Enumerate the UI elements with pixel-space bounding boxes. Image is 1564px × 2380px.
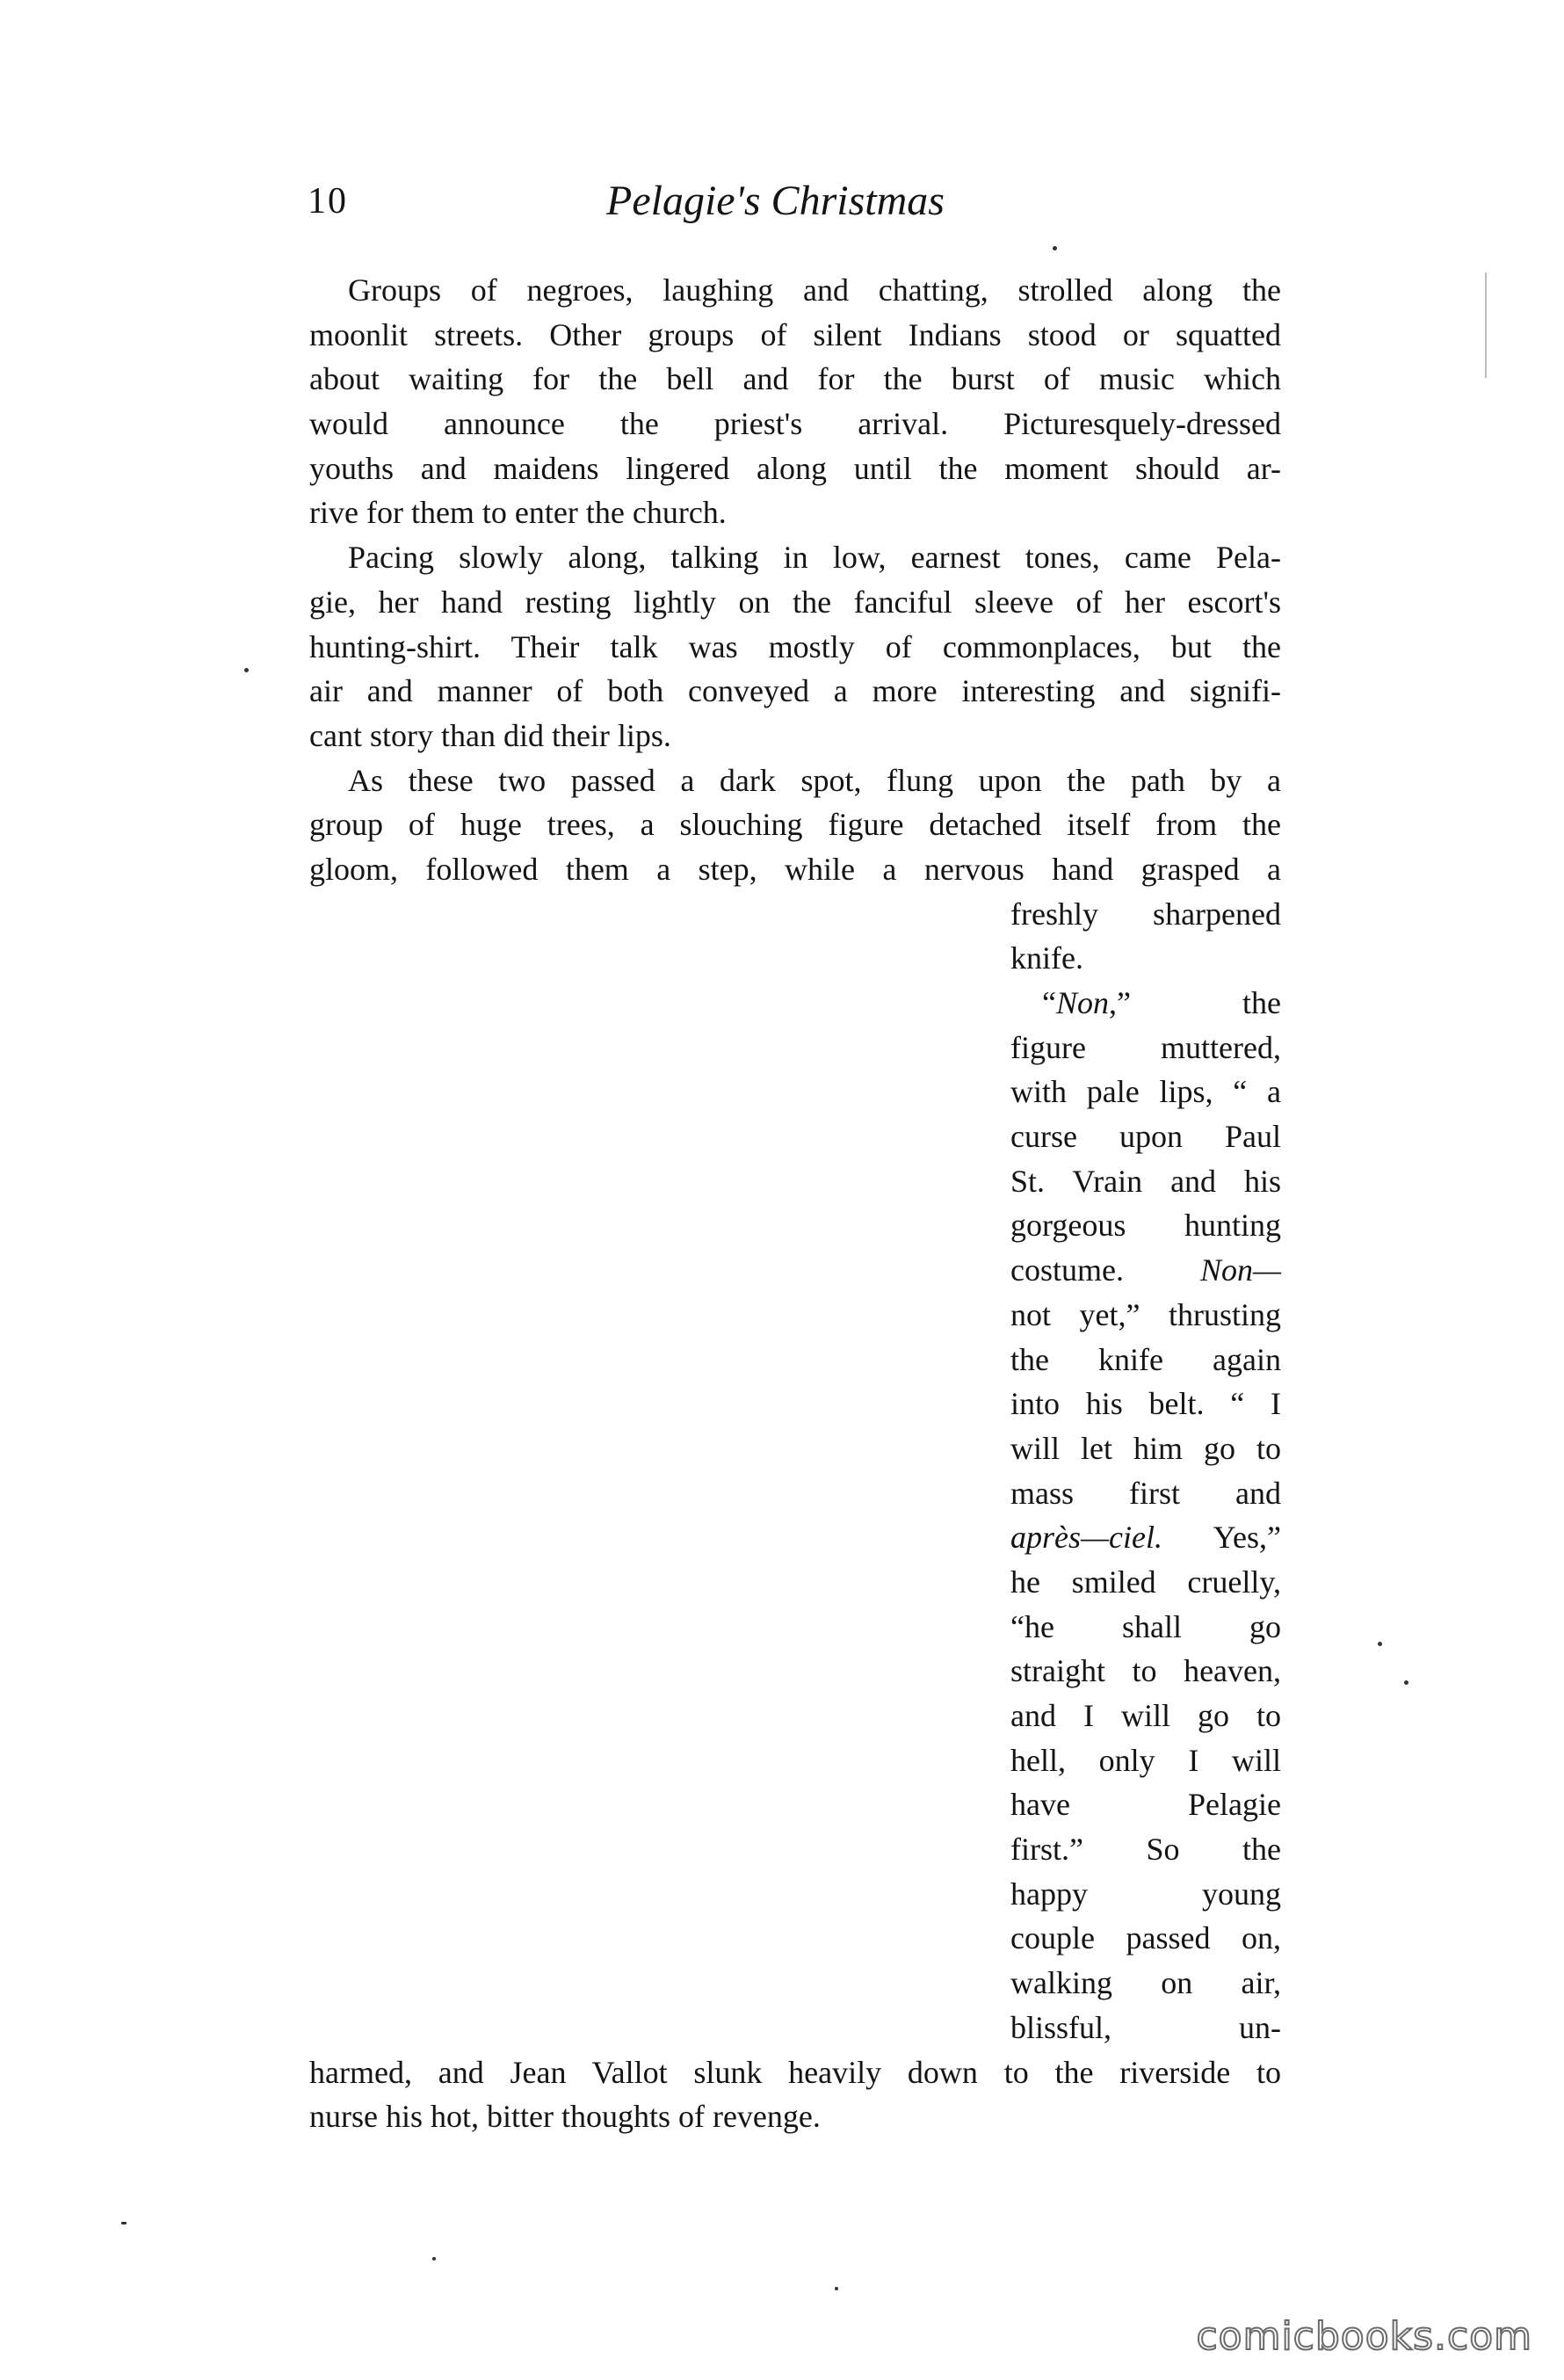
text-line: youths and maidens lingered along until the moment should ar- bbox=[309, 450, 1281, 486]
text-line: group of huge trees, a slouching figure detached itself from the bbox=[309, 807, 1281, 843]
narrow-column bbox=[309, 892, 1281, 2050]
text-line: gloom, followed them a step, while a nervous hand grasped a bbox=[309, 851, 1281, 887]
text-fragment: Yes,” bbox=[1162, 1520, 1281, 1556]
text-line: and I will go to bbox=[1010, 1698, 1281, 1733]
scan-speck bbox=[1404, 1680, 1408, 1685]
text-line: blissful, un- bbox=[1010, 2009, 1281, 2045]
text-line: happy young bbox=[1010, 1876, 1281, 1912]
scan-speck bbox=[432, 2257, 436, 2260]
page-header bbox=[308, 180, 1283, 233]
text-line: figure muttered, bbox=[1010, 1029, 1281, 1065]
italic-non: Non bbox=[1055, 985, 1109, 1020]
running-title: Pelagie's Christmas bbox=[606, 178, 945, 224]
text-line: walking on air, bbox=[1010, 1965, 1281, 2001]
text-line: about waiting for the bell and for the burst of music which bbox=[309, 361, 1281, 397]
text-line: mass first and bbox=[1010, 1475, 1281, 1511]
text-fragment: costume. bbox=[1010, 1252, 1200, 1288]
text-line: freshly sharpened bbox=[1010, 896, 1281, 932]
text-line: St. Vrain and his bbox=[1010, 1163, 1281, 1199]
text-line: nurse his hot, bitter thoughts of revenge. bbox=[309, 2099, 821, 2135]
text-line: will let him go to bbox=[1010, 1430, 1281, 1466]
text-line: air and manner of both conveyed a more interesting and signifi- bbox=[309, 673, 1281, 709]
scan-margin-mark bbox=[1485, 272, 1487, 378]
text-line: into his belt. “ I bbox=[1010, 1386, 1281, 1422]
text-fragment: ,” the bbox=[1109, 985, 1281, 1020]
text-line: have Pelagie bbox=[1010, 1787, 1281, 1823]
text-line: the knife again bbox=[1010, 1341, 1281, 1377]
text-line: hunting-shirt. Their talk was mostly of commonplaces, but the bbox=[309, 628, 1281, 664]
site-watermark: comicbooks.com bbox=[1196, 2314, 1532, 2359]
text-line: hell, only I will bbox=[1010, 1742, 1281, 1778]
text-line: straight to heaven, bbox=[1010, 1653, 1281, 1689]
scan-speck bbox=[121, 2222, 127, 2224]
text-line: with pale lips, “ a bbox=[1010, 1074, 1281, 1110]
text-line: Pacing slowly along, talking in low, earnest tones, came Pela- bbox=[348, 540, 1281, 576]
scan-speck bbox=[1053, 246, 1057, 250]
text-line: knife. bbox=[1010, 940, 1083, 976]
text-line: gie, her hand resting lightly on the fanciful sleeve of her escort's bbox=[309, 584, 1281, 620]
scan-speck bbox=[244, 668, 249, 672]
body-text bbox=[309, 268, 1281, 2139]
text-line: curse upon Paul bbox=[1010, 1119, 1281, 1155]
text-line: “he shall go bbox=[1010, 1608, 1281, 1644]
scan-speck bbox=[835, 2287, 838, 2290]
text-line: cant story than did their lips. bbox=[309, 717, 671, 753]
open-quote: “ bbox=[1042, 985, 1056, 1020]
text-line bbox=[1010, 981, 1281, 1026]
page-number: 10 bbox=[308, 181, 348, 221]
text-line: would announce the priest's arrival. Picturesquely-dressed bbox=[309, 406, 1281, 442]
text-line bbox=[1010, 1515, 1281, 1560]
text-line: couple passed on, bbox=[1010, 1920, 1281, 1956]
scan-speck bbox=[1378, 1642, 1382, 1646]
text-line: moonlit streets. Other groups of silent Indians stood or squatted bbox=[309, 316, 1281, 352]
text-line: not yet,” thrusting bbox=[1010, 1296, 1281, 1332]
text-line: As these two passed a dark spot, flung upon the path by a bbox=[348, 762, 1281, 798]
italic-non: Non— bbox=[1199, 1252, 1281, 1288]
italic-apres-ciel: après—ciel. bbox=[1010, 1520, 1162, 1556]
text-line: harmed, and Jean Vallot slunk heavily down to the riverside to bbox=[309, 2054, 1281, 2090]
text-line: Groups of negroes, laughing and chatting, strolled along the bbox=[348, 272, 1281, 308]
text-line: gorgeous hunting bbox=[1010, 1208, 1281, 1244]
text-line bbox=[1010, 1248, 1281, 1293]
text-line: he smiled cruelly, bbox=[1010, 1564, 1281, 1600]
text-line: rive for them to enter the church. bbox=[309, 495, 727, 531]
text-line: first.” So the bbox=[1010, 1832, 1281, 1868]
